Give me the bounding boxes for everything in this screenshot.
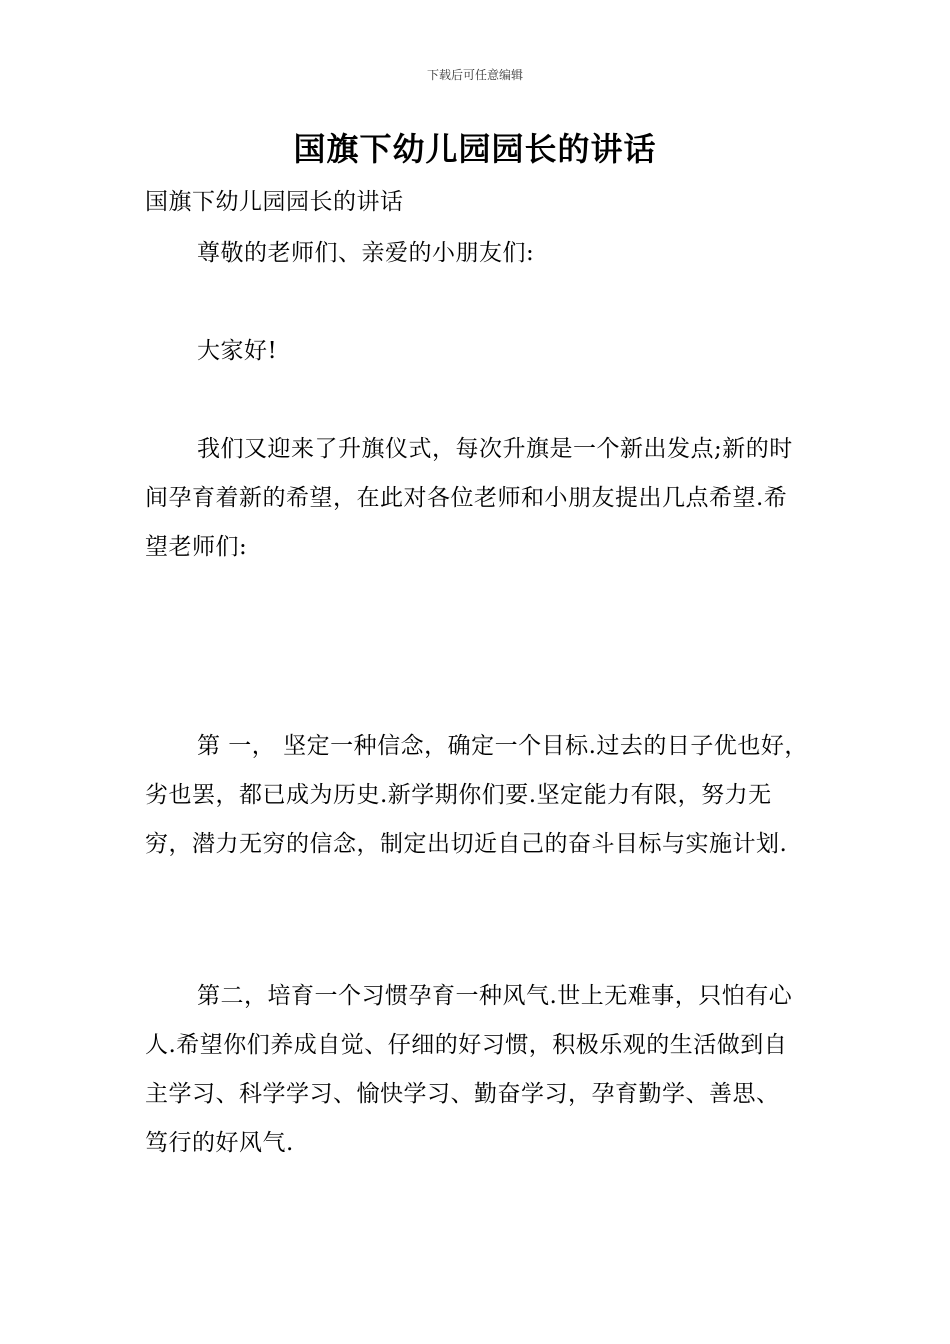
paragraph-first-point: 第 一， 坚定一种信念，确定一个目标.过去的日子优也好，劣也罢，都已成为历史.新学期你们要.坚定能力有限，努力无穷，潜力无穷的信念，制定出切近自己的奋斗目标与实施计划. bbox=[145, 733, 808, 857]
paragraph-intro: 我们又迎来了升旗仪式，每次升旗是一个新出发点;新的时间孕育着新的希望，在此对各位老师和小朋友提出几点希望.希望老师们: bbox=[145, 436, 793, 560]
hello-paragraph: 大家好! bbox=[197, 338, 278, 364]
header-note: 下载后可任意编辑 bbox=[426, 68, 523, 82]
document-subtitle: 国旗下幼儿园园长的讲话 bbox=[145, 189, 404, 215]
document-title: 国旗下幼儿园园长的讲话 bbox=[293, 130, 657, 168]
greeting-paragraph: 尊敬的老师们、亲爱的小朋友们: bbox=[197, 240, 535, 266]
paragraph-second-point: 第二，培育一个习惯孕育一种风气.世上无难事，只怕有心人.希望你们养成自觉、仔细的好习惯，积极乐观的生活做到自主学习、科学学习、愉快学习、勤奋学习，孕育勤学、善思、 笃行的好风气. bbox=[145, 983, 793, 1156]
